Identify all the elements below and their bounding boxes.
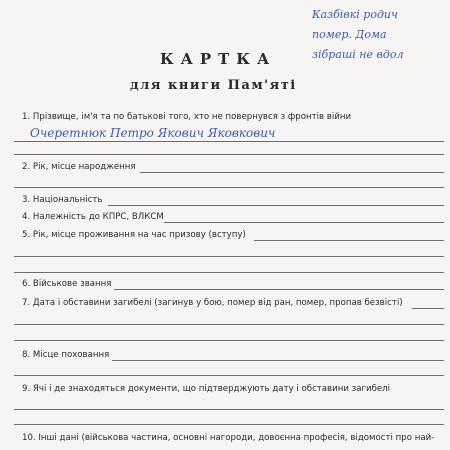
field-9-label: 9. Ячі і де знаходяться документи, що підтверджують дату і обставини загибелі xyxy=(22,384,391,394)
field-1-line-a xyxy=(14,141,444,142)
field-4-label: 4. Належність до КПРС, ВЛКСМ xyxy=(22,212,164,222)
handwritten-note-line-1: Казбівкі родич xyxy=(312,8,398,21)
handwritten-note-line-2: помер. Дома xyxy=(312,28,387,41)
card-title: КАРТКА xyxy=(160,50,277,68)
field-4-line xyxy=(164,222,444,223)
field-2-label: 2. Рік, місце народження xyxy=(22,162,136,172)
field-7-line-b xyxy=(14,324,444,325)
field-9-line-b xyxy=(14,424,444,425)
handwritten-note-line-3: зібраші не вдол xyxy=(312,48,404,61)
field-2-line-b xyxy=(14,187,444,188)
field-5-label: 5. Рік, місце проживання на час призову (вступу) xyxy=(22,230,246,240)
field-5-line-a xyxy=(254,240,444,241)
field-8-line-b xyxy=(14,375,444,376)
field-8-label: 8. Місце поховання xyxy=(22,350,110,360)
field-8-line-a xyxy=(112,360,444,361)
field-7-line-c xyxy=(14,340,444,341)
field-1-line-b xyxy=(14,154,444,155)
field-5-line-b xyxy=(14,256,444,257)
field-6-line xyxy=(114,289,444,290)
field-9-line-a xyxy=(14,409,444,410)
field-3-label: 3. Національність xyxy=(22,195,103,205)
field-7-line-a xyxy=(412,308,444,309)
field-2-line-a xyxy=(140,172,444,173)
field-6-label: 6. Військове звання xyxy=(22,279,112,289)
field-7-label: 7. Дата і обставини загибелі (загинув у бою, помер від ран, помер, пропав безвісті) xyxy=(22,298,403,308)
field-10-label: 10. Інші дані (військова частина, основні нагороди, довоєнна професія, відомості про най- xyxy=(22,433,435,443)
field-3-line xyxy=(108,205,444,206)
field-5-line-c xyxy=(14,272,444,273)
card-subtitle: для книги Пам'яті xyxy=(130,78,297,93)
field-1-handwritten-name: Очеретнюк Петро Якович Яковкович xyxy=(30,126,276,140)
field-1-label: 1. Прізвище, ім'я та по батькові того, хто не повернувся з фронтів війни xyxy=(22,112,352,122)
